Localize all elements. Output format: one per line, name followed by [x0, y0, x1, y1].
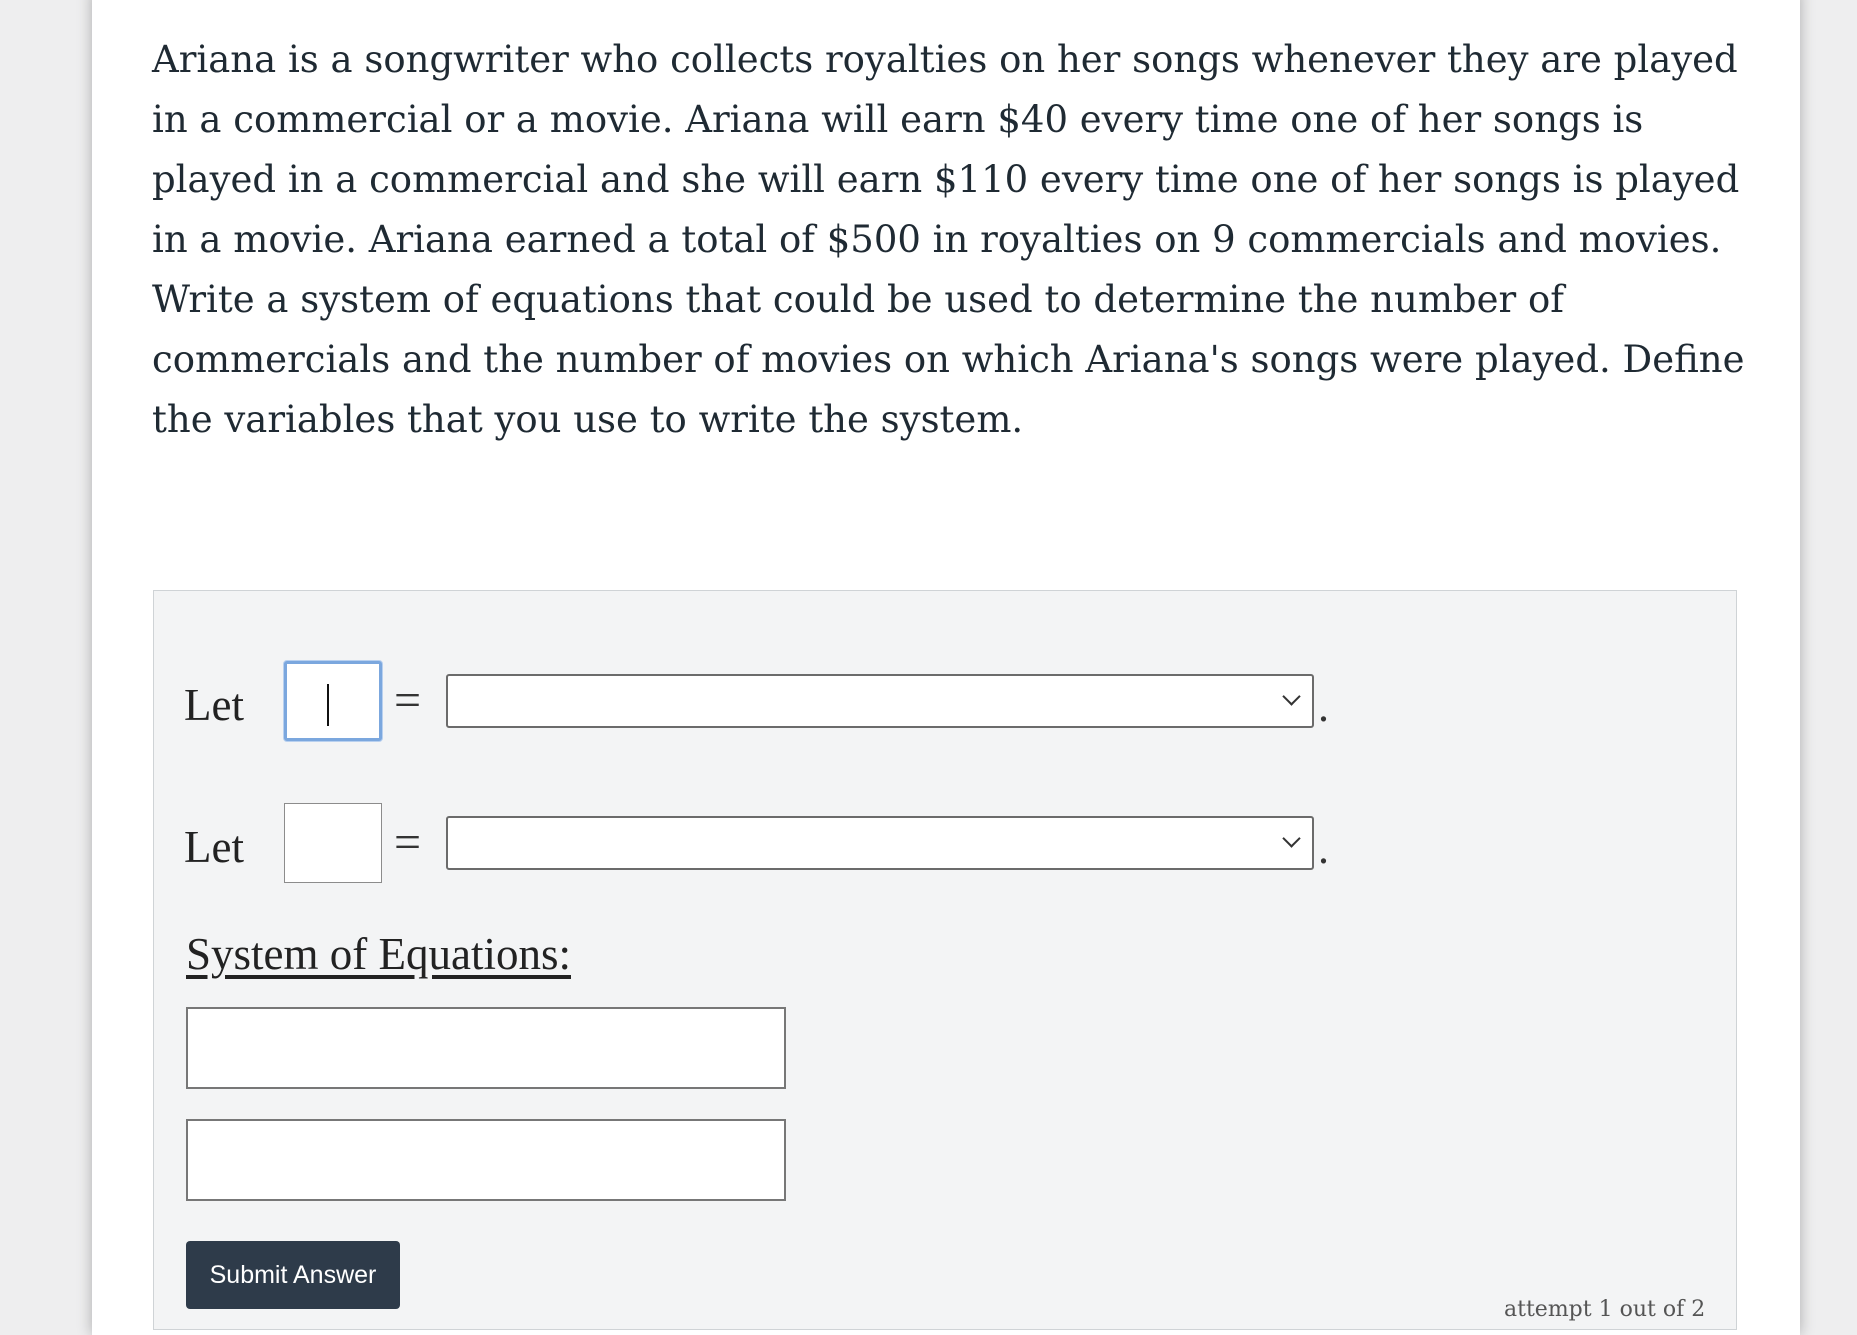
let-label: Let: [184, 680, 244, 730]
answer-panel: [153, 590, 1737, 1330]
system-of-equations-heading: System of Equations:: [186, 929, 571, 979]
chevron-down-icon: [1282, 687, 1300, 705]
variable-row-2: [184, 803, 1484, 887]
variable-row-1: [184, 661, 1484, 745]
variable-definition-select-1[interactable]: [446, 674, 1314, 728]
equation-input-1[interactable]: [186, 1007, 786, 1089]
variable-definition-select-2[interactable]: [446, 816, 1314, 870]
let-label: Let: [184, 822, 244, 872]
variable-input-2[interactable]: [284, 803, 382, 883]
equals-sign: =: [394, 674, 422, 727]
equals-sign: =: [394, 816, 422, 869]
text-caret: [327, 684, 329, 726]
period: .: [1318, 824, 1329, 873]
period: .: [1318, 682, 1329, 731]
equation-input-2[interactable]: [186, 1119, 786, 1201]
submit-answer-button[interactable]: Submit Answer: [186, 1241, 400, 1309]
attempt-counter: attempt 1 out of 2: [1504, 1297, 1706, 1322]
variable-input-1[interactable]: [284, 661, 382, 741]
chevron-down-icon: [1282, 829, 1300, 847]
question-text: Ariana is a songwriter who collects royalties on her songs whenever they are played in a commercial or a movie. Ariana will earn $40 every time one of her songs is played in a commercial and she will earn $110 every time one of her songs is played in a movie. Ariana earned a total of $500 in royalties on 9 commercials and movies. Write a system of equations that could be used to determine the number of commercials and the number of movies on which Ariana's songs were played. Define the variables that you use to write the system.: [152, 38, 1745, 441]
